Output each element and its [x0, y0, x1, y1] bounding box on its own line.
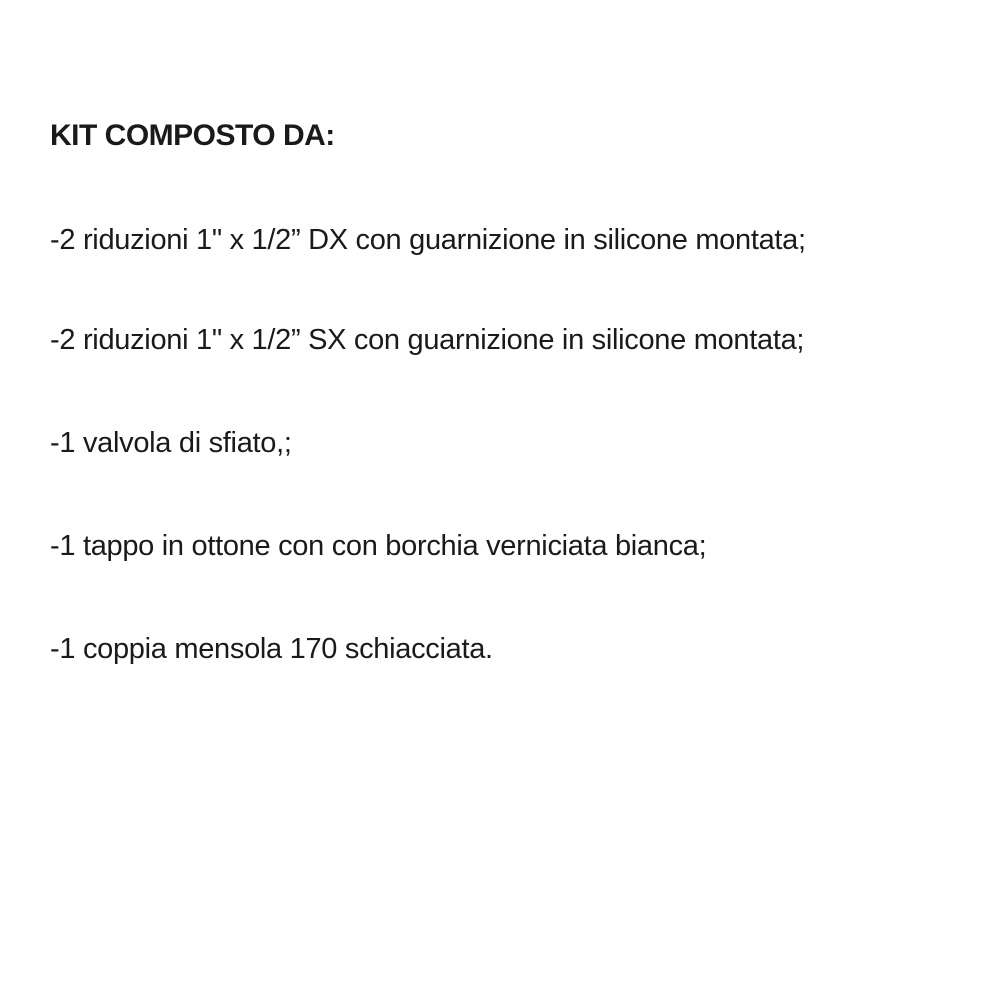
list-item-2: -2 riduzioni 1" x 1/2” SX con guarnizione in silicone montata; [50, 324, 805, 356]
list-item-1: -2 riduzioni 1" x 1/2” DX con guarnizione in silicone montata; [50, 224, 806, 256]
list-item-3: -1 valvola di sfiato,; [50, 427, 292, 459]
list-item-4: -1 tappo in ottone con con borchia verniciata bianca; [50, 530, 707, 562]
list-item-5: -1 coppia mensola 170 schiacciata. [50, 633, 493, 665]
kit-heading: KIT COMPOSTO DA: [50, 119, 335, 152]
